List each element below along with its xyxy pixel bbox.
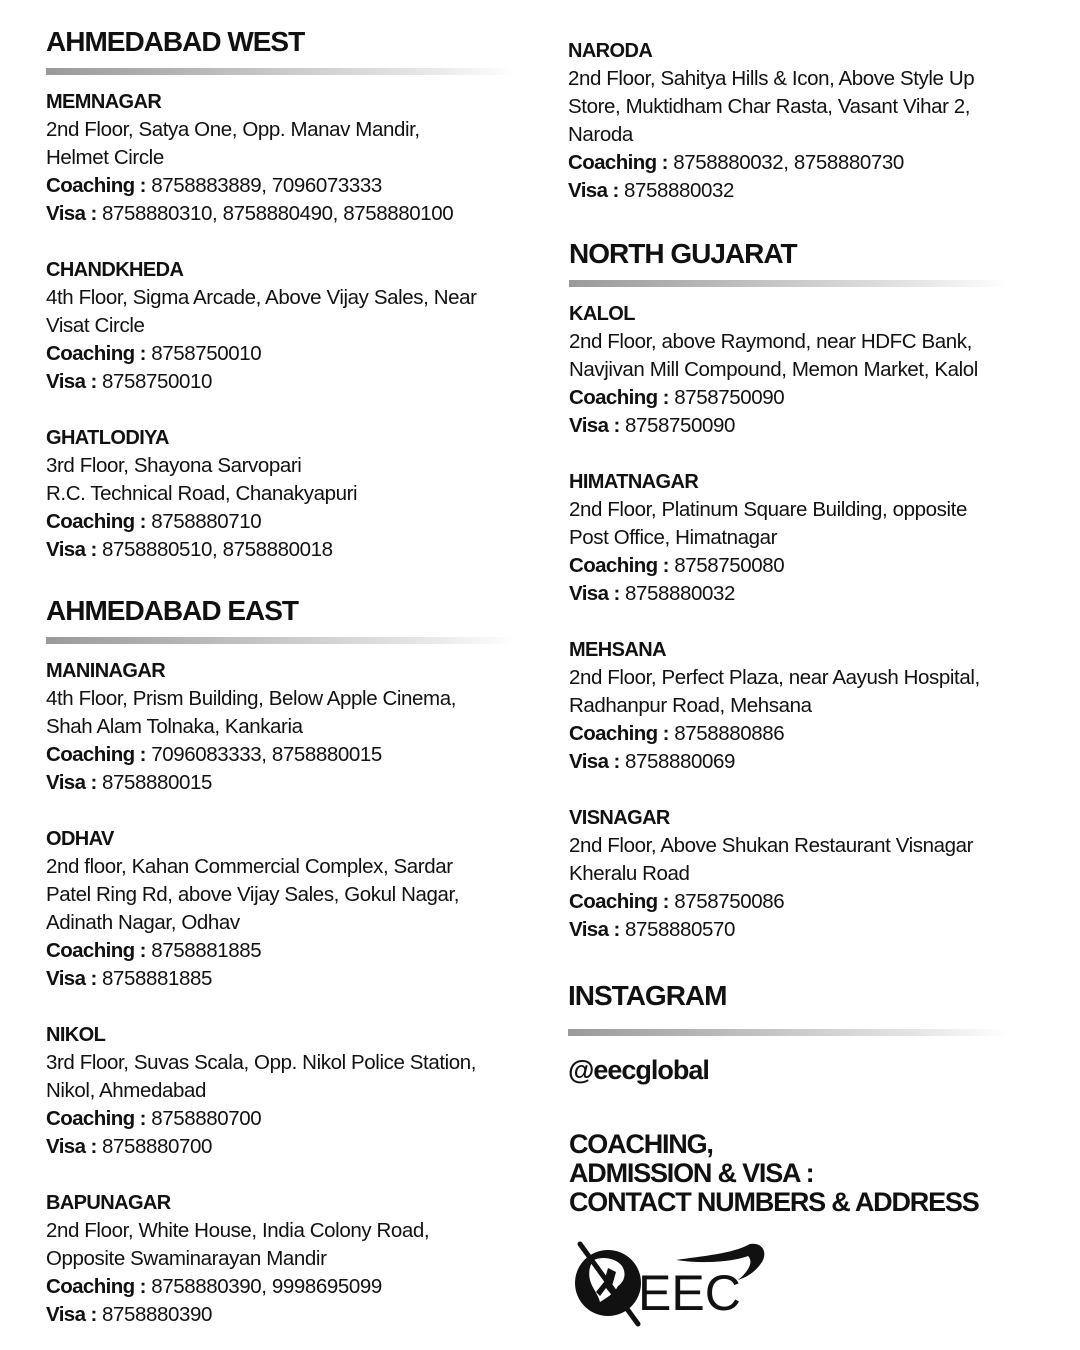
coaching-line (569, 384, 978, 412)
visa-label: Visa : (46, 771, 97, 794)
visa-label: Visa : (46, 1135, 97, 1158)
branch-address-line: 2nd floor, Kahan Commercial Complex, Sardar (46, 855, 453, 878)
branch-address-line: Post Office, Himatnagar (569, 526, 778, 549)
branch-visnagar (569, 804, 973, 944)
logo-text: EEC (638, 1265, 741, 1321)
branch-himatnagar (569, 468, 967, 608)
branch-ghatlodiya (46, 424, 357, 564)
branch-name: MEHSANA (569, 639, 666, 661)
coaching-line (46, 741, 456, 769)
visa-phone[interactable]: 8758750010 (102, 370, 213, 393)
branch-address-line: Navjivan Mill Compound, Memon Market, Kalol (569, 358, 978, 381)
coaching-label: Coaching : (569, 386, 669, 409)
branch-nikol (46, 1021, 476, 1161)
coaching-label: Coaching : (46, 174, 146, 197)
tagline-line: CONTACT NUMBERS & ADDRESS (569, 1187, 979, 1217)
visa-line (569, 412, 978, 440)
coaching-label: Coaching : (46, 510, 146, 533)
visa-phone[interactable]: 8758750090 (625, 414, 736, 437)
coaching-phone[interactable]: 8758880886 (674, 722, 785, 745)
branch-address-line: 2nd Floor, Sahitya Hills & Icon, Above Style Up (568, 67, 975, 90)
branch-odhav (46, 825, 459, 993)
visa-line (568, 177, 974, 205)
branch-address-line: 2nd Floor, Platinum Square Building, opposite (569, 498, 967, 521)
branch-name: HIMATNAGAR (569, 471, 699, 493)
region-title: NORTH GUJARAT (569, 238, 797, 269)
section-divider (569, 280, 1009, 287)
branch-address-line: Kheralu Road (569, 862, 690, 885)
visa-line (46, 965, 459, 993)
branch-address-line: 3rd Floor, Shayona Sarvopari (46, 454, 302, 477)
branch-name: MEMNAGAR (46, 91, 162, 113)
coaching-line (569, 552, 967, 580)
branch-name: NIKOL (46, 1024, 106, 1046)
visa-phone[interactable]: 8758880510, 8758880018 (102, 538, 333, 561)
section-north-gujarat (569, 238, 1009, 287)
section-ahmedabad-west (46, 26, 516, 75)
coaching-phone[interactable]: 8758880390, 9998695099 (151, 1275, 382, 1298)
coaching-line (46, 172, 453, 200)
tagline-line: ADMISSION & VISA : (569, 1158, 814, 1188)
coaching-phone[interactable]: 8758750090 (674, 386, 785, 409)
tagline-line: COACHING, (569, 1129, 713, 1159)
coaching-label: Coaching : (46, 1107, 146, 1130)
visa-phone[interactable]: 8758880069 (625, 750, 736, 773)
visa-label: Visa : (46, 967, 97, 990)
section-divider (46, 68, 516, 75)
coaching-phone[interactable]: 8758750010 (151, 342, 262, 365)
coaching-line (46, 1105, 476, 1133)
visa-line (46, 1301, 429, 1329)
visa-label: Visa : (569, 750, 620, 773)
section-divider (568, 1029, 1008, 1036)
section-ahmedabad-east (46, 595, 516, 644)
coaching-label: Coaching : (46, 743, 146, 766)
visa-line (569, 580, 967, 608)
branch-name: MANINAGAR (46, 660, 166, 682)
branch-address-line: Patel Ring Rd, above Vijay Sales, Gokul Nagar, (46, 883, 460, 906)
visa-line (46, 536, 357, 564)
branch-address-line: Nikol, Ahmedabad (46, 1079, 206, 1102)
coaching-label: Coaching : (46, 939, 146, 962)
eec-logo (572, 1238, 772, 1328)
visa-label: Visa : (569, 918, 620, 941)
coaching-phone[interactable]: 8758750080 (674, 554, 785, 577)
visa-phone[interactable]: 8758880032 (624, 179, 735, 202)
visa-phone[interactable]: 8758880032 (625, 582, 736, 605)
branch-mehsana (569, 636, 980, 776)
branch-address-line: Opposite Swaminarayan Mandir (46, 1247, 327, 1270)
coaching-line (568, 149, 974, 177)
coaching-phone[interactable]: 8758880032, 8758880730 (673, 151, 904, 174)
branch-address-line: 2nd Floor, Satya One, Opp. Manav Mandir, (46, 118, 420, 141)
coaching-phone[interactable]: 8758880710 (151, 510, 262, 533)
visa-phone[interactable]: 8758880570 (625, 918, 736, 941)
section-divider (46, 637, 516, 644)
region-title: AHMEDABAD WEST (46, 26, 305, 57)
branch-name: CHANDKHEDA (46, 259, 184, 281)
branch-name: ODHAV (46, 828, 114, 850)
visa-line (46, 769, 456, 797)
branch-address-line: 2nd Floor, Above Shukan Restaurant Visnagar (569, 834, 974, 857)
visa-line (569, 916, 973, 944)
coaching-phone[interactable]: 8758881885 (151, 939, 262, 962)
globe-runner-logo-icon (572, 1238, 772, 1328)
visa-phone[interactable]: 8758881885 (102, 967, 213, 990)
branch-name: VISNAGAR (569, 807, 670, 829)
branch-name: GHATLODIYA (46, 427, 169, 449)
branch-maninagar (46, 657, 456, 797)
branch-address-line: Adinath Nagar, Odhav (46, 911, 240, 934)
visa-line (46, 368, 477, 396)
visa-line (46, 200, 453, 228)
coaching-line (46, 340, 477, 368)
visa-label: Visa : (568, 179, 619, 202)
visa-line (46, 1133, 476, 1161)
branch-name: NARODA (568, 40, 653, 62)
visa-label: Visa : (569, 582, 620, 605)
coaching-line (46, 1273, 429, 1301)
branch-address-line: 2nd Floor, above Raymond, near HDFC Bank, (569, 330, 972, 353)
branch-memnagar (46, 88, 453, 228)
branch-address-line: 4th Floor, Prism Building, Below Apple Cinema, (46, 687, 457, 710)
coaching-phone[interactable]: 7096083333, 8758880015 (151, 743, 382, 766)
coaching-phone[interactable]: 8758880700 (151, 1107, 262, 1130)
branch-bapunagar (46, 1189, 429, 1329)
branch-address-line: Naroda (568, 123, 633, 146)
visa-label: Visa : (46, 538, 97, 561)
branch-address-line: 2nd Floor, White House, India Colony Road, (46, 1219, 430, 1242)
branch-address-line: Radhanpur Road, Mehsana (569, 694, 812, 717)
branch-address-line: Store, Muktidham Char Rasta, Vasant Vihar 2, (568, 95, 971, 118)
branch-address-line: Helmet Circle (46, 146, 164, 169)
branch-kalol (569, 300, 978, 440)
section-instagram (568, 980, 1008, 1036)
branch-address-line: R.C. Technical Road, Chanakyapuri (46, 482, 358, 505)
visa-line (569, 748, 980, 776)
visa-phone[interactable]: 8758880310, 8758880490, 8758880100 (102, 202, 454, 225)
coaching-phone[interactable]: 8758883889, 7096073333 (151, 174, 382, 197)
coaching-label: Coaching : (46, 342, 146, 365)
visa-phone[interactable]: 8758880390 (102, 1303, 213, 1326)
coaching-label: Coaching : (569, 554, 669, 577)
coaching-label: Coaching : (569, 722, 669, 745)
visa-phone[interactable]: 8758880700 (102, 1135, 213, 1158)
region-title: INSTAGRAM (568, 980, 727, 1011)
coaching-phone[interactable]: 8758750086 (674, 890, 785, 913)
branch-address-line: 2nd Floor, Perfect Plaza, near Aayush Hospital, (569, 666, 980, 689)
visa-phone[interactable]: 8758880015 (102, 771, 213, 794)
visa-label: Visa : (46, 202, 97, 225)
visa-label: Visa : (46, 1303, 97, 1326)
branch-address-line: 3rd Floor, Suvas Scala, Opp. Nikol Police Station, (46, 1051, 477, 1074)
branch-naroda (568, 37, 974, 205)
coaching-line (569, 720, 980, 748)
branch-address-line: Shah Alam Tolnaka, Kankaria (46, 715, 303, 738)
instagram-handle-link[interactable]: @eecglobal (568, 1055, 709, 1085)
branch-name: BAPUNAGAR (46, 1192, 171, 1214)
region-title: AHMEDABAD EAST (46, 595, 298, 626)
coaching-line (46, 508, 357, 536)
visa-label: Visa : (569, 414, 620, 437)
coaching-label: Coaching : (46, 1275, 146, 1298)
tagline (569, 1130, 979, 1217)
branch-chandkheda (46, 256, 477, 396)
branch-address-line: Visat Circle (46, 314, 145, 337)
branch-name: KALOL (569, 303, 635, 325)
coaching-label: Coaching : (568, 151, 668, 174)
coaching-line (569, 888, 973, 916)
visa-label: Visa : (46, 370, 97, 393)
coaching-label: Coaching : (569, 890, 669, 913)
branch-address-line: 4th Floor, Sigma Arcade, Above Vijay Sales, Near (46, 286, 477, 309)
coaching-line (46, 937, 459, 965)
